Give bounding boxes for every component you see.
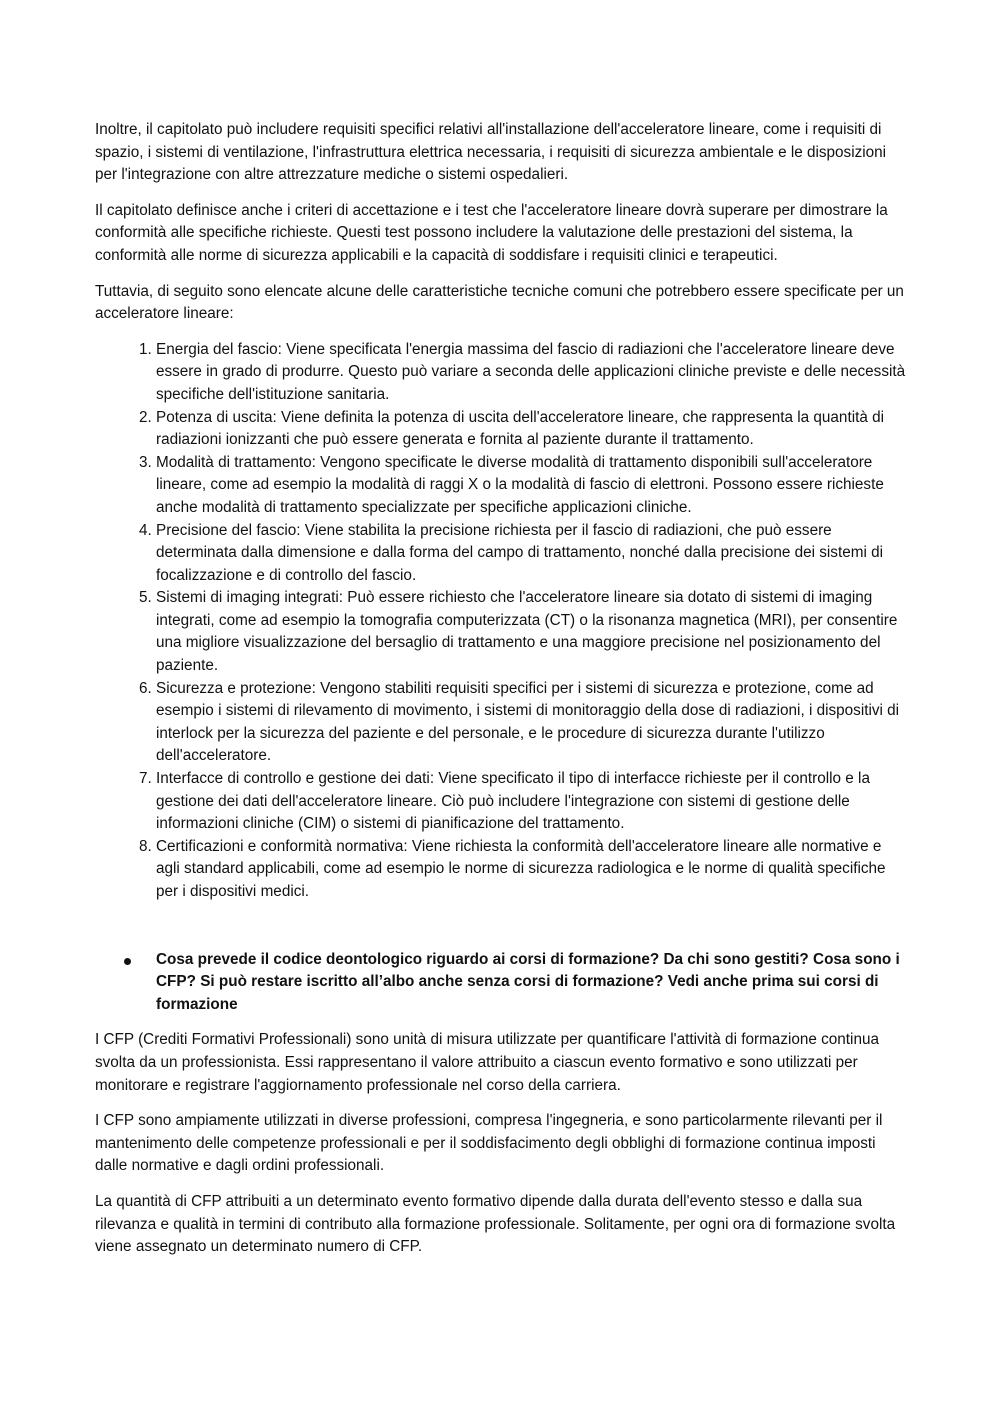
list-item: 7. Interfacce di controllo e gestione dei dati: Viene specificato il tipo di interfacce richieste per il controllo e la gestione dei dati dell'acceleratore lineare. Ciò può includere l'integrazione con sistemi di gestione delle informazioni cliniche (CIM) o sistemi di pianificazione del trattamento. — [156, 768, 907, 836]
paragraph-features-intro: Tuttavia, di seguito sono elencate alcune delle caratteristiche tecniche comuni che potrebbero essere specificate per un acceleratore lineare: — [95, 282, 904, 323]
question-text: Cosa prevede il codice deontologico riguardo ai corsi di formazione? Da chi sono gestiti? Cosa sono i CFP? Si può restare iscritto all’albo anche senza corsi di formazione? Vedi anche prima sui corsi di formazione — [156, 950, 900, 1013]
paragraph-cfp-definition: I CFP (Crediti Formativi Professionali) sono unità di misura utilizzate per quantificare l'attività di formazione continua svolta da un professionista. Essi rappresentano il valore attribuito a ciascun evento formativo e sono utilizzati per monitorare e registrare l'aggiornamento professionale nel corso della carriera. — [95, 1031, 879, 1094]
section-gap — [95, 904, 907, 949]
list-item: 1. Energia del fascio: Viene specificata l'energia massima del fascio di radiazioni che l'acceleratore lineare deve essere in grado di produrre. Questo può variare a seconda delle applicazioni cliniche previste e delle necessità specifiche dell'istituzione sanitaria. — [156, 339, 907, 407]
bullet-icon — [124, 958, 131, 965]
list-item: 4. Precisione del fascio: Viene stabilita la precisione richiesta per il fascio di radiazioni, che può essere determinata dalla dimensione e dalla forma del campo di trattamento, nonché dalla precisione dei sistemi di focalizzazione e di controllo del fascio. — [156, 520, 907, 588]
question-list — [95, 949, 907, 1017]
list-item: 5. Sistemi di imaging integrati: Può essere richiesto che l'acceleratore lineare sia dotato di sistemi di imaging integrati, come ad esempio la tomografia computerizzata (CT) o la risonanza magnetica (MRI), per consentire una migliore visualizzazione del bersaglio di trattamento e una maggiore precisione nel posizionamento del paziente. — [156, 587, 907, 677]
document-page — [95, 119, 907, 1272]
paragraph-installation: Inoltre, il capitolato può includere requisiti specifici relativi all'installazione dell'acceleratore lineare, come i requisiti di spazio, i sistemi di ventilazione, l'infrastruttura elettrica necessaria, i requisiti di sicurezza ambientale e le disposizioni per l'integrazione con altre attrezzature mediche o sistemi ospedalieri. — [95, 121, 887, 184]
question-item — [156, 949, 907, 1017]
list-item: 8. Certificazioni e conformità normativa: Viene richiesta la conformità dell'acceleratore lineare alle normative e agli standard applicabili, come ad esempio le norme di sicurezza radiologica e le norme di qualità specifiche per i dispositivi medici. — [156, 836, 907, 904]
paragraph-cfp-usage: I CFP sono ampiamente utilizzati in diverse professioni, compresa l'ingegneria, e sono particolarmente rilevanti per il mantenimento delle competenze professionali e per il soddisfacimento degli obblighi di formazione continua imposti dalle normative e dagli ordini professionali. — [95, 1112, 883, 1175]
list-item: 6. Sicurezza e protezione: Vengono stabiliti requisiti specifici per i sistemi di sicurezza e protezione, come ad esempio i sistemi di rilevamento di movimento, i sistemi di monitoraggio della dose di radiazioni, i dispositivi di interlock per la sicurezza del paziente e del personale, e le procedure di sicurezza durante l'utilizzo dell'acceleratore. — [156, 678, 907, 768]
list-item: 2. Potenza di uscita: Viene definita la potenza di uscita dell'acceleratore lineare, che rappresenta la quantità di radiazioni ionizzanti che può essere generata e fornita al paziente durante il trattamento. — [156, 407, 907, 452]
list-item: 3. Modalità di trattamento: Vengono specificate le diverse modalità di trattamento disponibili sull'acceleratore lineare, come ad esempio la modalità di raggi X o la modalità di fascio di elettroni. Possono essere richieste anche modalità di trattamento specializzate per specifiche applicazioni cliniche. — [156, 452, 907, 520]
paragraph-acceptance: Il capitolato definisce anche i criteri di accettazione e i test che l'acceleratore lineare dovrà superare per dimostrare la conformità alle specifiche richieste. Questi test possono includere la valutazione delle prestazioni del sistema, la conformità alle norme di sicurezza applicabili e la capacità di soddisfare i requisiti clinici e terapeutici. — [95, 201, 888, 264]
paragraph-cfp-quantity: La quantità di CFP attribuiti a un determinato evento formativo dipende dalla durata dell'evento stesso e dalla sua rilevanza e qualità in termini di contributo alla formazione professionale. Solitamente, per ogni ora di formazione svolta viene assegnato un determinato numero di CFP. — [95, 1192, 896, 1256]
features-list — [95, 339, 907, 904]
